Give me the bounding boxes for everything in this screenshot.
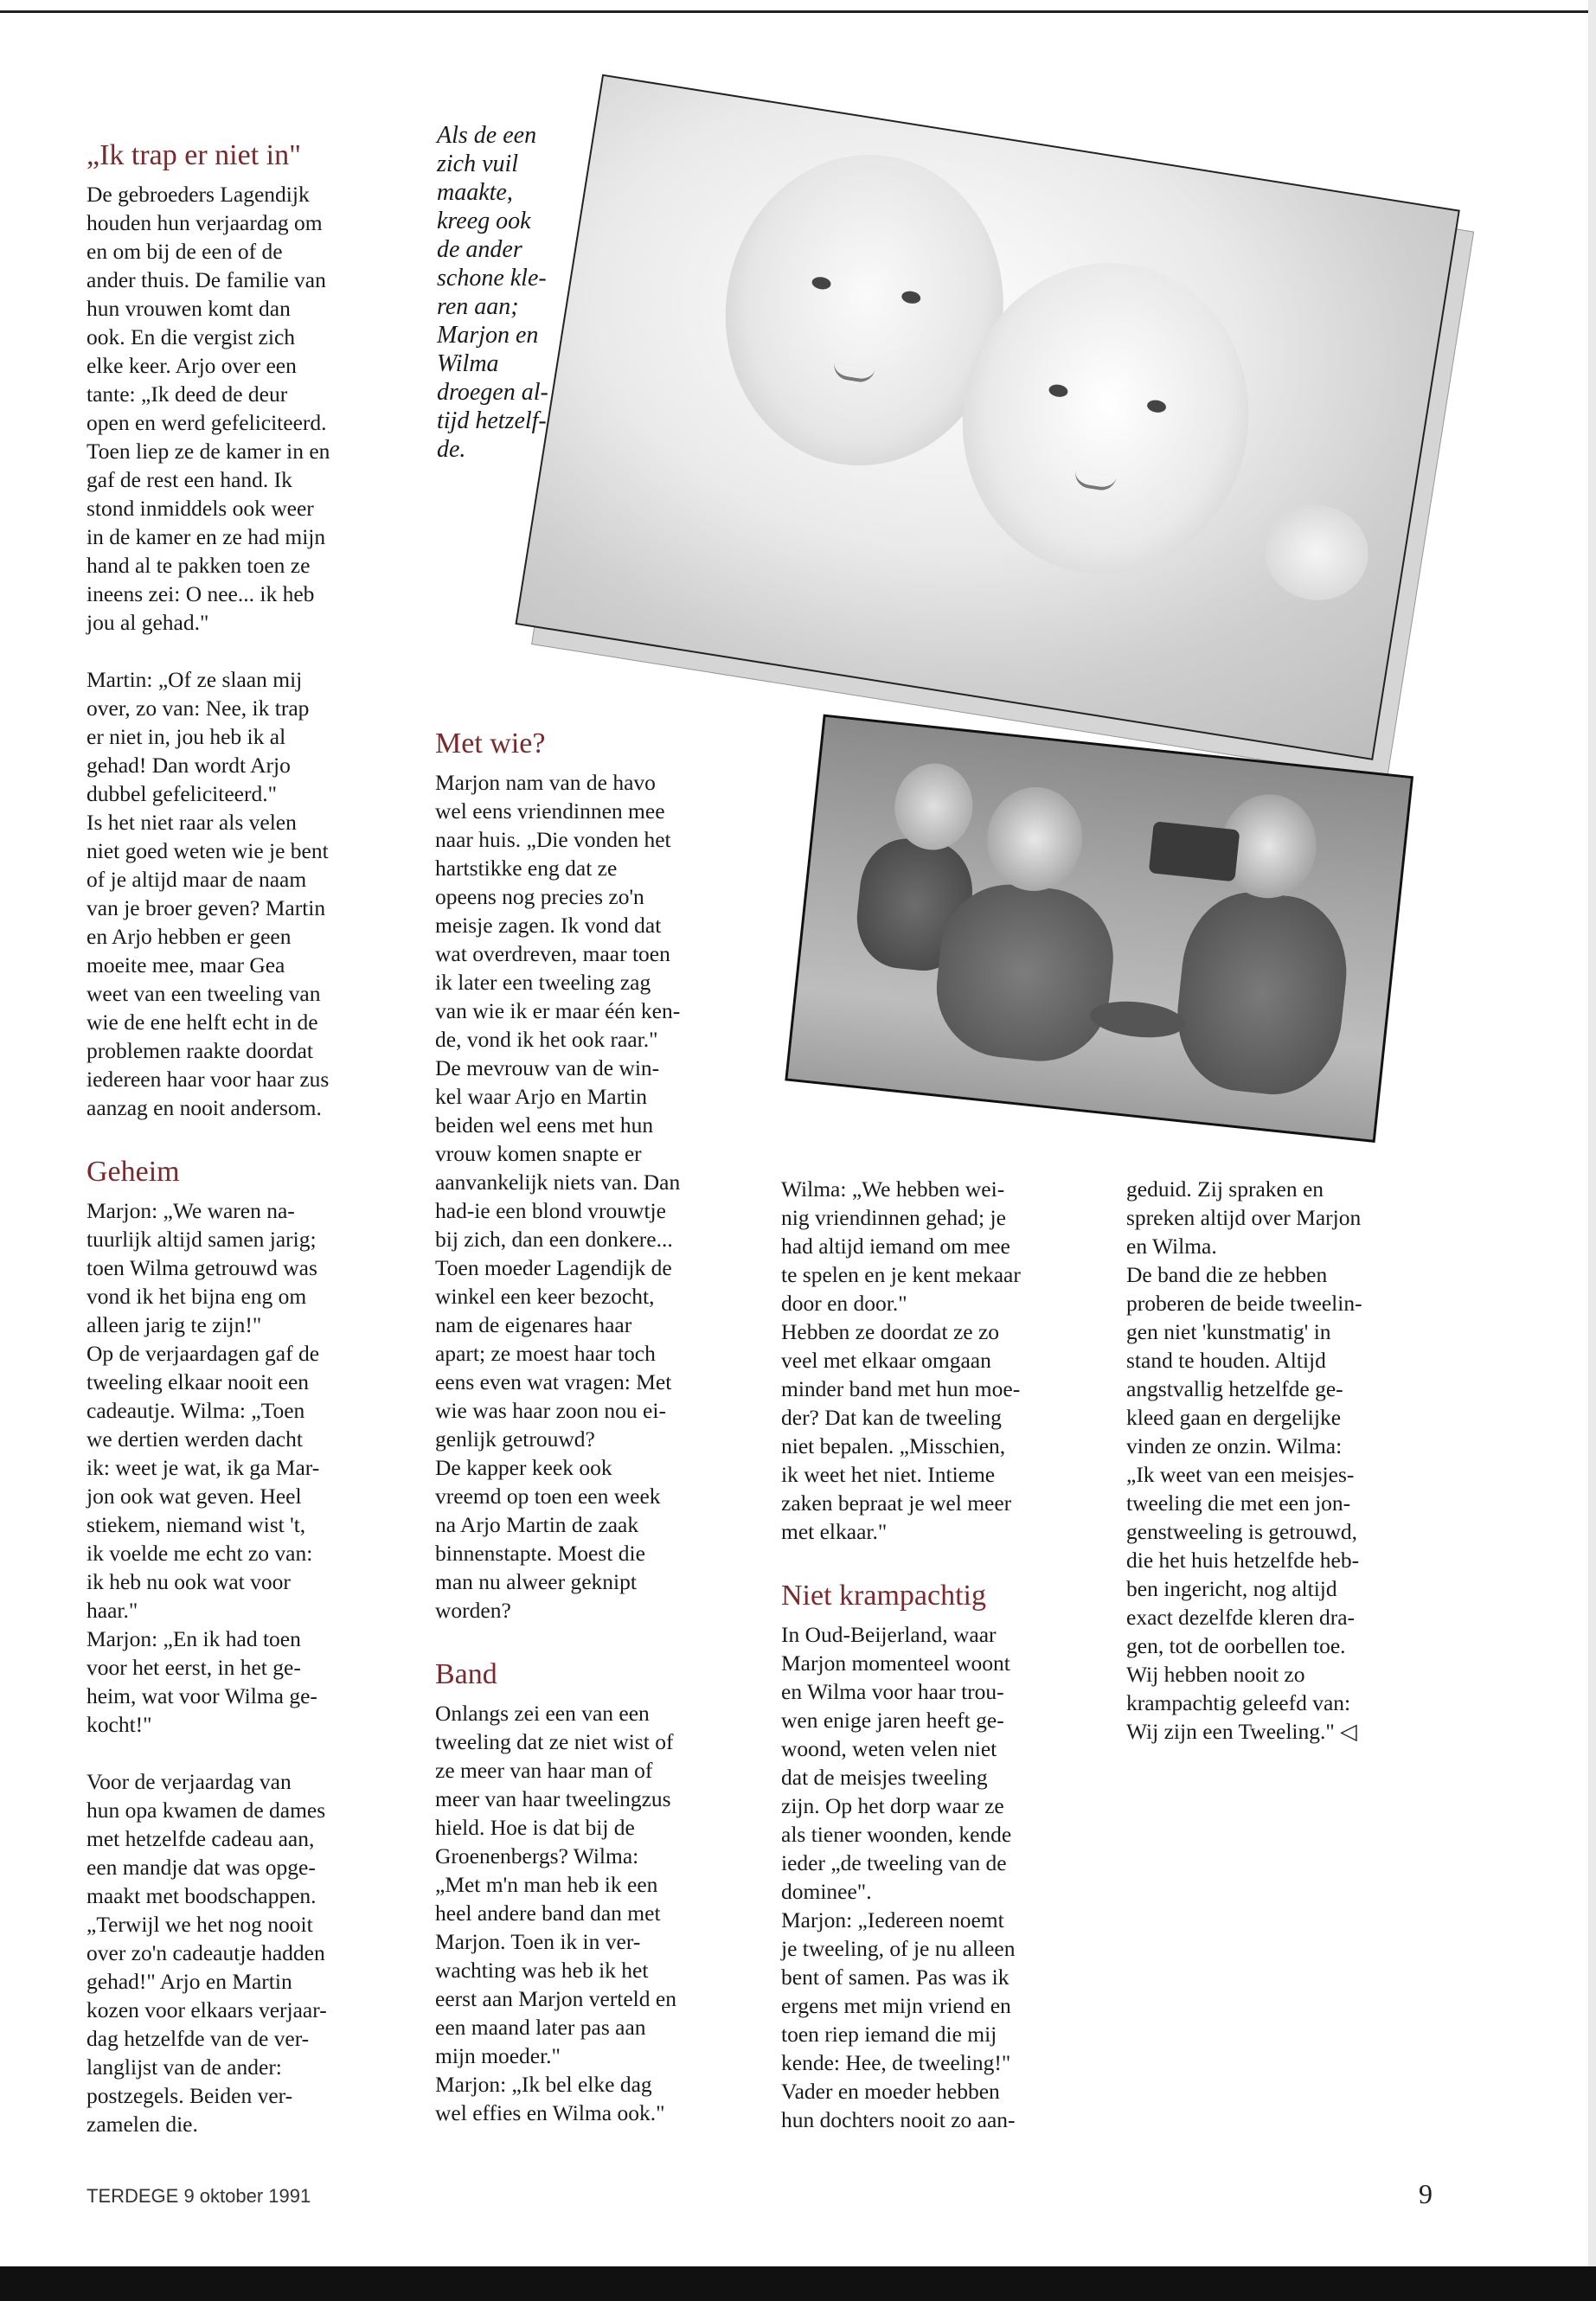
child-head — [982, 783, 1087, 896]
column-2 — [435, 727, 747, 2127]
child-body — [930, 878, 1120, 1068]
top-rule — [0, 10, 1596, 13]
bottom-bar — [0, 2266, 1596, 2301]
eye — [1048, 383, 1068, 398]
photo-girls-in-sand — [785, 715, 1408, 1138]
paragraph: De gebroeders Lagendijk houden hun verjaardag om en om bij de een of de ander thuis. De familie van hun vrouwen komt dan ook. En die vergist zich elke keer. Arjo over een tante: „Ik deed de deur open en werd gefeliciteerd. Toen liep ze de kamer in en gaf de rest een hand. Ik stond inmiddels ook weer in de kamer en ze had mijn hand al te pakken toen ze ineens zei: O nee... ik heb jou al gehad." — [87, 182, 330, 635]
mouth — [832, 362, 875, 384]
photo-caption: Als de een zich vuil maakte, kreeg ook de ander schone kle- ren aan; Marjon en Wilma droegen al- tijd hetzelf- de. — [437, 122, 548, 463]
photo-babies — [516, 74, 1457, 757]
child-body — [1170, 886, 1354, 1101]
toy-basket — [1149, 821, 1240, 881]
photo-frame — [785, 715, 1413, 1143]
mouth — [1073, 471, 1116, 492]
paragraph: Marjon: „We waren na- tuurlijk altijd samen jarig; toen Wilma getrouwd was vond ik het bijna eng om alleen jarig te zijn!" Op de verjaardagen gaf de tweeling elkaar nooit een cadeautje. Wilma: „Toen we dertien werden dacht ik: weet je wat, ik ga Mar- jon ook wat geven. Heel stiekem, niemand wist 't, ik voelde me echt zo van: ik heb nu ook wat voor haar." Marjon: „En ik had toen voor het eerst, in het ge- heim, wat voor Wilma ge- kocht!" — [87, 1198, 320, 1737]
page-edge — [1588, 0, 1596, 2301]
eye — [811, 276, 832, 291]
column-1 — [87, 138, 398, 2138]
paragraph: In Oud-Beijerland, waar Marjon momenteel woont en Wilma voor haar trou- wen enige jaren heeft ge- woond, weten velen niet dat de meisjes tweeling zijn. Op het dorp waar ze als tiener woonden, kende ieder „de tweeling van de dominee". Marjon: „Iedereen noemt je tweeling, of je nu alleen bent of samen. Pas was ik ergens met mijn vriend en toen riep iemand die mij kende: Hee, de tweeling!" Vader en moeder hebben hun dochters nooit zo aan- — [781, 1622, 1016, 2132]
column-4 — [1126, 1175, 1438, 1746]
paragraph: Marjon nam van de havo wel eens vriendinnen mee naar huis. „Die vonden het hartstikke eng dat ze opeens nog precies zo'n meisje zagen. Ik vond dat wat overdreven, maar toen ik later een tweeling zag van wie ik er maar één ken- de, vond ik het ook raar." De mevrouw van de win- kel waar Arjo en Martin beiden wel eens met hun vrouw komen snapte er aanvankelijk niets van. Dan had-ie een blond vrouwtje bij zich, dan een donkere... Toen moeder Lagendijk de winkel een keer bezocht, nam de eigenares haar apart; ze moest haar toch eens even wat vragen: Met wie was haar zoon nou ei- genlijk getrouwd? De kapper keek ook vreemd op toen een week na Arjo Martin de zaak binnenstapte. Moest die man nu alweer geknipt worden? — [435, 770, 681, 1623]
eye — [1146, 399, 1167, 413]
eye — [901, 290, 921, 304]
heading-met-wie: Met wie? — [435, 727, 546, 760]
heading-band: Band — [435, 1658, 497, 1690]
paragraph: geduid. Zij spraken en spreken altijd over Marjon en Wilma. De band die ze hebben proberen de beide tweelin- gen niet 'kunstmatig' in stand te houden. Altijd angstvallig hetzelfde ge- kleed gaan en dergelijke vinden ze onzin. Wilma: „Ik weet van een meisjes- tweeling die met een jon- genstweeling is getrouwd, die het huis hetzelfde heb- ben ingericht, nog altijd exact dezelfde kleren dra- gen, tot de oorbellen toe. Wij hebben nooit zo krampachtig geleefd van: Wij zijn een Tweeling." ◁ — [1126, 1176, 1362, 1744]
heading-geheim: Geheim — [87, 1156, 180, 1188]
column-3 — [781, 1175, 1093, 2134]
paragraph: Onlangs zei een van een tweeling dat ze niet wist of ze meer van haar man of meer van haar tweelingzus hield. Hoe is dat bij de Groenenbergs? Wilma: „Met m'n man heb ik een heel andere band dan met Marjon. Toen ik in ver- wachting was heb ik het eerst aan Marjon verteld en een maand later pas aan mijn moeder." Marjon: „Ik bel elke dag wel effies en Wilma ook." — [435, 1701, 676, 2125]
page-number: 9 — [1419, 2178, 1433, 2209]
magazine-footer: TERDEGE 9 oktober 1991 — [87, 2185, 311, 2207]
paragraph: Martin: „Of ze slaan mij over, zo van: Nee, ik trap er niet in, jou heb ik al gehad! Dan wordt Arjo dubbel gefeliciteerd." Is het niet raar als velen niet goed weten wie je bent of je altijd maar de naam van je broer geven? Martin en Arjo hebben er geen moeite mee, maar Gea weet van een tweeling van wie de ene helft echt in de problemen raakte doordat iedereen haar voor haar zus aanzag en nooit andersom. — [87, 667, 330, 1120]
baby-hand — [1258, 497, 1375, 607]
heading-ik-trap-er-niet-in: „Ik trap er niet in" — [87, 139, 301, 171]
heading-niet-krampachtig: Niet krampachtig — [781, 1580, 986, 1612]
paragraph: Voor de verjaardag van hun opa kwamen de dames met hetzelfde cadeau aan, een mandje dat was opge- maakt met boodschappen. „Terwijl we het nog nooit over zo'n cadeautje hadden gehad!" Arjo en Martin kozen voor elkaars verjaar- dag hetzelfde van de ver- langlijst van de ander: postzegels. Beiden ver- zamelen die. — [87, 1769, 327, 2137]
sand-dish — [1088, 997, 1187, 1042]
paragraph: Wilma: „We hebben wei- nig vriendinnen gehad; je had altijd iemand om mee te spelen en je kent mekaar door en door." Hebben ze doordat ze zo veel met elkaar omgaan minder band met hun moe- der? Dat kan de tweeling niet bepalen. „Misschien, ik weet het niet. Intieme zaken bepraat je wel meer met elkaar." — [781, 1176, 1021, 1544]
